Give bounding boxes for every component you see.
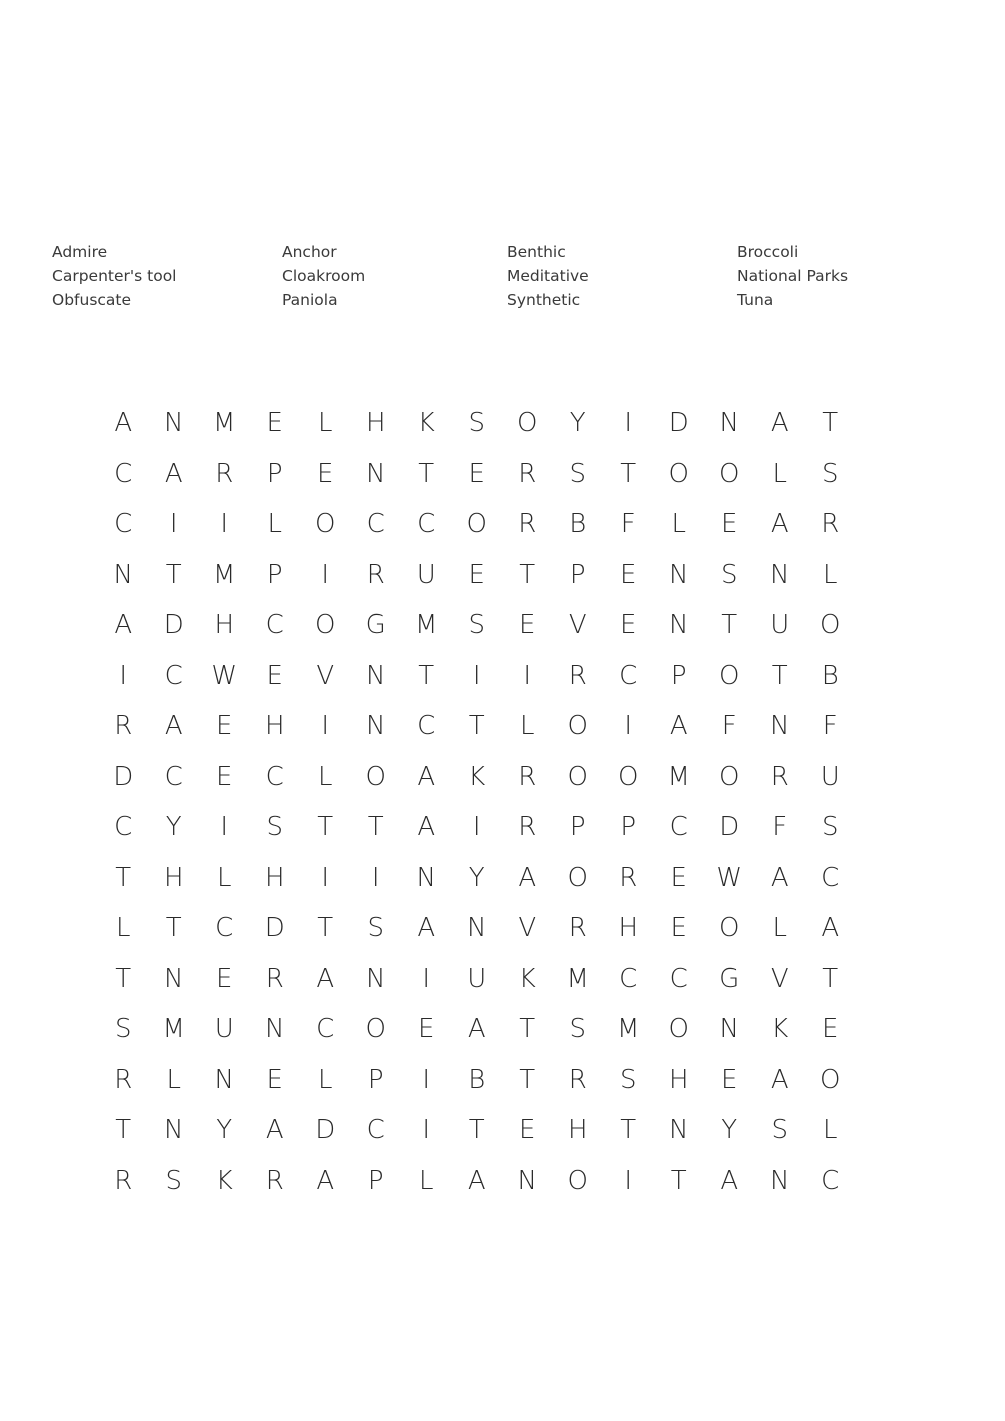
grid-cell: N (669, 559, 689, 590)
grid-cell: T (822, 963, 839, 994)
word-list-item: Anchor (282, 243, 337, 261)
grid-cell: L (823, 559, 838, 590)
grid-cell: P (367, 1064, 384, 1095)
grid-cell: A (770, 408, 789, 438)
grid-cell: I (472, 660, 481, 691)
grid-cell: N (164, 408, 184, 438)
grid-cell: C (114, 812, 133, 842)
grid-cell: C (417, 711, 436, 741)
grid-cell: E (418, 1014, 435, 1044)
grid-cell: D (264, 913, 285, 943)
grid-cell: U (820, 761, 840, 792)
grid-cell: N (113, 559, 133, 590)
grid-cell: Y (569, 408, 586, 438)
grid-cell: U (214, 1014, 234, 1044)
grid-cell: W (211, 660, 238, 691)
grid-cell: R (518, 812, 537, 842)
grid-cell: M (213, 408, 236, 438)
grid-cell: S (771, 1115, 788, 1145)
grid-cell: A (316, 1165, 335, 1196)
grid-cell: E (266, 408, 283, 438)
grid-cell: H (214, 610, 235, 640)
grid-cell: E (670, 862, 687, 893)
grid-row (98, 954, 856, 1005)
grid-cell: O (719, 660, 740, 691)
grid-cell: T (367, 812, 384, 842)
grid-cell: A (164, 711, 183, 741)
grid-cell: W (716, 862, 743, 893)
grid-cell: T (519, 1064, 536, 1095)
grid-cell: S (468, 408, 485, 438)
grid-cell: T (418, 458, 435, 489)
grid-cell: V (316, 660, 335, 691)
grid-cell: H (163, 862, 184, 893)
grid-cell: N (770, 711, 790, 741)
grid-cell: R (518, 458, 537, 489)
grid-cell: M (213, 559, 236, 590)
grid-cell: N (366, 711, 386, 741)
grid-cell: I (371, 862, 380, 893)
grid-cell: N (669, 610, 689, 640)
grid-cell: L (772, 458, 787, 489)
grid-cell: T (771, 660, 788, 691)
grid-cell: C (366, 1115, 385, 1145)
grid-cell: S (821, 812, 839, 842)
grid-cell: N (517, 1165, 537, 1196)
grid-cell: A (770, 1064, 789, 1095)
grid-cell: T (519, 1014, 536, 1044)
grid-cell: R (215, 458, 234, 489)
grid-cell: T (519, 559, 536, 590)
grid-cell: I (624, 711, 633, 741)
grid-cell: S (165, 1165, 182, 1196)
grid-cell: H (567, 1115, 588, 1145)
grid-cell: S (619, 1064, 637, 1095)
grid-row (98, 499, 856, 550)
grid-cell: C (164, 660, 183, 691)
grid-cell: M (617, 1014, 640, 1044)
grid-cell: P (569, 812, 586, 842)
grid-cell: C (619, 963, 638, 994)
grid-cell: C (265, 761, 284, 792)
grid-cell: O (315, 509, 336, 539)
grid-cell: N (669, 1115, 689, 1145)
grid-cell: L (267, 509, 282, 539)
grid-cell: P (670, 660, 687, 691)
grid-cell: R (568, 1064, 587, 1095)
grid-cell: O (567, 711, 588, 741)
grid-cell: N (770, 1165, 790, 1196)
grid-cell: L (318, 761, 333, 792)
grid-cell: V (568, 610, 587, 640)
grid-cell: E (721, 509, 738, 539)
grid-cell: O (365, 761, 386, 792)
grid-cell: I (523, 660, 532, 691)
grid-cell: R (518, 761, 537, 792)
grid-cell: S (114, 1014, 132, 1044)
grid-cell: R (366, 559, 385, 590)
grid-cell: C (114, 458, 133, 489)
grid-cell: R (770, 761, 789, 792)
grid-cell: S (569, 1014, 586, 1044)
grid-cell: A (821, 913, 840, 943)
grid-cell: M (415, 610, 438, 640)
grid-cell: R (265, 963, 284, 994)
grid-cell: S (266, 812, 283, 842)
grid-cell: B (569, 509, 587, 539)
grid-cell: D (668, 408, 689, 438)
grid-cell: I (422, 1064, 431, 1095)
word-list-item: Benthic (507, 243, 566, 261)
grid-cell: I (321, 559, 330, 590)
grid-cell: A (518, 862, 537, 893)
grid-cell: T (418, 660, 435, 691)
grid-cell: T (165, 559, 182, 590)
grid-cell: E (822, 1014, 839, 1044)
grid-cell: R (114, 1165, 133, 1196)
grid-cell: I (472, 812, 481, 842)
grid-cell: R (568, 913, 587, 943)
grid-cell: L (318, 1064, 333, 1095)
word-list-item: National Parks (737, 267, 849, 285)
grid-cell: O (567, 1165, 588, 1196)
grid-cell: O (466, 509, 487, 539)
grid-cell: H (618, 913, 639, 943)
word-list-item: Obfuscate (52, 291, 132, 309)
grid-cell: E (519, 610, 536, 640)
grid-cell: I (220, 812, 229, 842)
grid-cell: N (366, 963, 386, 994)
grid-cell: H (668, 1064, 689, 1095)
word-list-item: Broccoli (737, 243, 799, 261)
grid-cell: N (164, 963, 184, 994)
grid-cell: E (216, 761, 233, 792)
grid-cell: C (669, 963, 688, 994)
grid-cell: H (264, 711, 285, 741)
grid-cell: O (668, 1014, 689, 1044)
grid-cell: E (721, 1064, 738, 1095)
grid-cell: R (265, 1165, 284, 1196)
grid-cell: D (315, 1115, 336, 1145)
grid-cell: R (568, 660, 587, 691)
word-list (0, 240, 1005, 320)
grid-cell: A (417, 761, 436, 792)
grid-cell: E (620, 559, 637, 590)
grid-row (98, 449, 856, 500)
grid-cell: C (669, 812, 688, 842)
grid-cell: L (166, 1064, 181, 1095)
grid-cell: U (416, 559, 436, 590)
grid-cell: E (216, 963, 233, 994)
grid-cell: I (169, 509, 178, 539)
grid-cell: N (366, 660, 386, 691)
grid-cell: T (822, 408, 839, 438)
grid-cell: O (668, 458, 689, 489)
grid-row (98, 802, 856, 853)
grid-cell: H (365, 408, 386, 438)
grid-cell: K (518, 963, 536, 994)
grid-cell: O (820, 610, 841, 640)
grid-cell: C (366, 509, 385, 539)
word-list-item: Paniola (282, 291, 338, 309)
word-list-item: Tuna (737, 291, 774, 309)
grid-row (98, 701, 856, 752)
grid-cell: E (266, 1064, 283, 1095)
grid-cell: S (821, 458, 839, 489)
grid-cell: U (467, 963, 487, 994)
grid-cell: E (620, 610, 637, 640)
grid-cell: N (770, 559, 790, 590)
grid-cell: C (265, 610, 284, 640)
word-list-item: Synthetic (507, 291, 581, 309)
grid-cell: F (620, 509, 636, 539)
grid-cell: O (820, 1064, 841, 1095)
grid-cell: O (567, 862, 588, 893)
grid-cell: E (317, 458, 334, 489)
grid-cell: O (719, 761, 740, 792)
grid-cell: O (517, 408, 538, 438)
grid-cell: O (567, 761, 588, 792)
word-list-item: Carpenter's tool (52, 267, 177, 285)
grid-cell: I (321, 862, 330, 893)
grid-cell: A (114, 610, 133, 640)
grid-cell: T (317, 812, 334, 842)
grid-cell: Y (721, 1115, 738, 1145)
grid-cell: A (720, 1165, 739, 1196)
grid-cell: T (468, 1115, 485, 1145)
grid-cell: L (671, 509, 686, 539)
grid-cell: E (266, 660, 283, 691)
grid-cell: A (467, 1014, 486, 1044)
grid-cell: S (367, 913, 384, 943)
grid-cell: G (719, 963, 740, 994)
grid-cell: S (720, 559, 738, 590)
grid-cell: N (164, 1115, 184, 1145)
grid-cell: O (315, 610, 336, 640)
grid-cell: R (114, 1064, 133, 1095)
grid-cell: H (264, 862, 285, 893)
grid-cell: B (821, 660, 839, 691)
grid-cell: P (266, 458, 283, 489)
grid-cell: N (366, 458, 386, 489)
grid-cell: L (823, 1115, 838, 1145)
grid-cell: B (468, 1064, 486, 1095)
grid-cell: N (214, 1064, 234, 1095)
grid-cell: C (417, 509, 436, 539)
grid-cell: N (416, 862, 436, 893)
grid-cell: A (770, 862, 789, 893)
grid-row (98, 1156, 856, 1207)
grid-cell: I (624, 1165, 633, 1196)
grid-row (98, 1004, 856, 1055)
grid-cell: R (518, 509, 537, 539)
grid-cell: A (417, 913, 436, 943)
grid-cell: V (770, 963, 789, 994)
grid-cell: P (266, 559, 283, 590)
grid-cell: L (318, 408, 333, 438)
grid-cell: A (770, 509, 789, 539)
grid-cell: M (566, 963, 589, 994)
grid-cell: T (115, 963, 132, 994)
grid-cell: P (620, 812, 637, 842)
grid-cell: I (321, 711, 330, 741)
grid-cell: T (115, 1115, 132, 1145)
grid-cell: A (114, 408, 133, 438)
grid-cell: C (619, 660, 638, 691)
grid-cell: I (220, 509, 229, 539)
grid-cell: T (620, 458, 637, 489)
grid-cell: A (467, 1165, 486, 1196)
grid-cell: L (419, 1165, 434, 1196)
grid-cell: F (721, 711, 737, 741)
grid-cell: E (468, 458, 485, 489)
grid-cell: D (113, 761, 134, 792)
word-list-item: Cloakroom (282, 267, 366, 285)
grid-cell: A (265, 1115, 284, 1145)
grid-cell: K (468, 761, 486, 792)
grid-cell: O (618, 761, 639, 792)
grid-cell: N (719, 1014, 739, 1044)
grid-cell: K (771, 1014, 789, 1044)
grid-cell: T (620, 1115, 637, 1145)
grid-cell: A (164, 458, 183, 489)
grid-cell: R (114, 711, 133, 741)
grid-cell: O (365, 1014, 386, 1044)
grid-cell: Y (468, 862, 485, 893)
grid-cell: T (115, 862, 132, 893)
grid-cell: I (422, 1115, 431, 1145)
grid-cell: L (772, 913, 787, 943)
grid-cell: F (822, 711, 838, 741)
grid-cell: O (719, 458, 740, 489)
grid-cell: A (669, 711, 688, 741)
grid-cell: C (164, 761, 183, 792)
grid-cell: D (719, 812, 740, 842)
grid-row (98, 903, 856, 954)
grid-cell: K (417, 408, 435, 438)
grid-cell: V (518, 913, 537, 943)
grid-cell: D (163, 610, 184, 640)
letter-grid (98, 398, 856, 1206)
grid-cell: E (468, 559, 485, 590)
grid-row (98, 398, 856, 449)
grid-cell: G (365, 610, 386, 640)
grid-cell: I (422, 963, 431, 994)
grid-cell: L (217, 862, 232, 893)
grid-cell: L (520, 711, 535, 741)
grid-cell: S (569, 458, 586, 489)
grid-cell: F (772, 812, 788, 842)
grid-row (98, 651, 856, 702)
grid-row (98, 600, 856, 651)
grid-cell: C (821, 862, 840, 893)
grid-cell: K (215, 1165, 233, 1196)
grid-cell: T (721, 610, 738, 640)
grid-cell: E (670, 913, 687, 943)
grid-cell: E (216, 711, 233, 741)
grid-cell: A (316, 963, 335, 994)
grid-row (98, 550, 856, 601)
grid-cell: C (821, 1165, 840, 1196)
grid-cell: P (569, 559, 586, 590)
grid-cell: Y (165, 812, 182, 842)
grid-cell: T (670, 1165, 687, 1196)
grid-row (98, 752, 856, 803)
grid-row (98, 1055, 856, 1106)
grid-cell: E (519, 1115, 536, 1145)
grid-cell: T (317, 913, 334, 943)
word-list-item: Admire (52, 243, 108, 261)
word-list-item: Meditative (507, 267, 589, 285)
grid-cell: C (114, 509, 133, 539)
grid-cell: U (770, 610, 790, 640)
grid-cell: Y (216, 1115, 233, 1145)
grid-cell: O (719, 913, 740, 943)
grid-cell: N (467, 913, 487, 943)
grid-cell: A (417, 812, 436, 842)
grid-cell: M (667, 761, 690, 792)
grid-cell: N (719, 408, 739, 438)
grid-row (98, 853, 856, 904)
grid-cell: R (821, 509, 840, 539)
grid-cell: S (468, 610, 485, 640)
grid-cell: I (624, 408, 633, 438)
grid-cell: M (162, 1014, 185, 1044)
grid-cell: P (367, 1165, 384, 1196)
grid-cell: R (619, 862, 638, 893)
grid-cell: C (316, 1014, 335, 1044)
grid-cell: T (468, 711, 485, 741)
grid-cell: I (119, 660, 128, 691)
grid-cell: L (116, 913, 131, 943)
grid-row (98, 1105, 856, 1156)
grid-cell: C (215, 913, 234, 943)
grid-cell: N (265, 1014, 285, 1044)
grid-cell: T (165, 913, 182, 943)
